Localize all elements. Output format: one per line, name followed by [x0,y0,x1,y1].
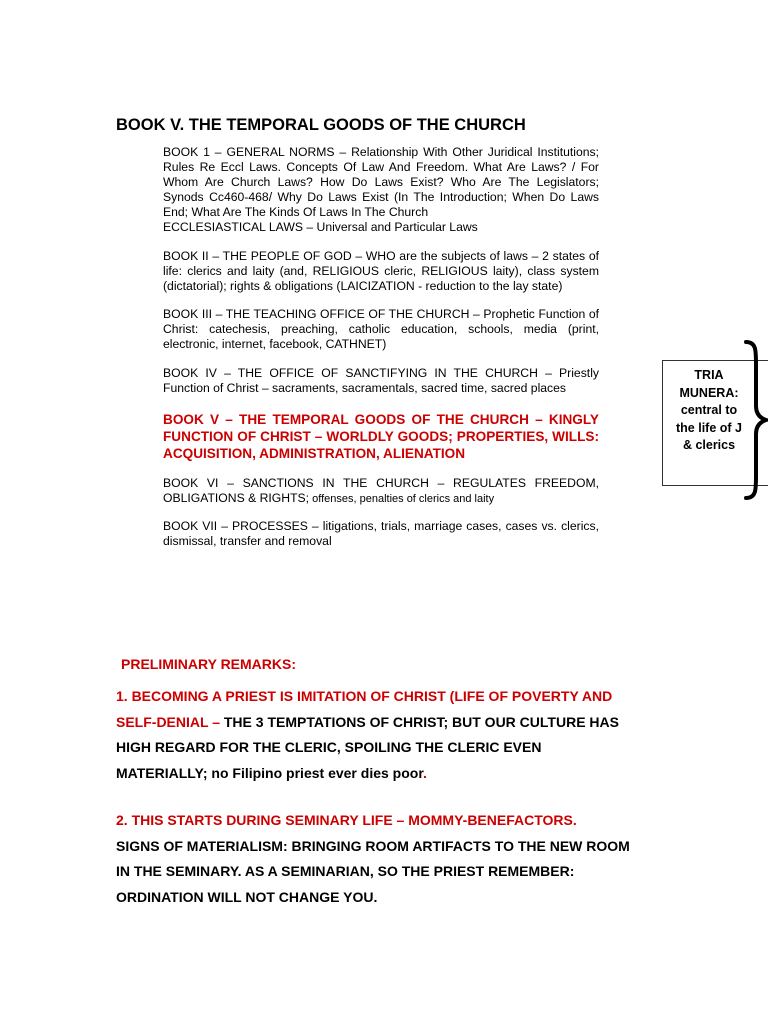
remark-2-black-text: SIGNS OF MATERIALISM: BRINGING ROOM ARTIFACTS TO THE NEW ROOM IN THE SEMINARY. AS A SEMINARIAN, SO THE PRIEST REMEMBER: ORDINATION WILL NOT CHANGE YOU. [116,837,630,905]
remark-1-end: . [423,764,427,781]
sidebox-line-4: the life of J [676,420,742,435]
remark-1-red-text: 1. BECOMING A PRIEST IS IMITATION OF CHRIST (LIFE OF POVERTY AND SELF-DENIAL – [116,688,613,730]
book-list [163,145,599,549]
book-7-description: BOOK VII – PROCESSES – litigations, trials, marriage cases, cases vs. clerics, dismissal, transfer and removal [163,519,599,548]
book-6-description [163,476,599,507]
book-6-tail-text: offenses, penalties of clerics and laity [309,493,495,505]
curly-brace-icon [742,340,768,500]
book-1-description: BOOK 1 – GENERAL NORMS – Relationship With Other Juridical Institutions; Rules Re Eccl Laws. Concepts Of Law And Freedom. What Are Laws? / For Whom Are Church Laws? How Do Laws Exist? Who Are The Legislators; Synods Cc460-468/ Why Do Laws Exist (In The Introduction; When Do Laws End; What Are The Kinds Of Laws In The Church [163,145,599,219]
book-2-description: BOOK II – THE PEOPLE OF GOD – WHO are the subjects of laws – 2 states of life: clerics and laity (and, RELIGIOUS cleric, RELIGIOUS laity), class system (dictatorial); rights & obligations (LAICIZATION - reduction to the lay state) [163,249,599,293]
book-3-description: BOOK III – THE TEACHING OFFICE OF THE CHURCH – Prophetic Function of Christ: catechesis, preaching, catholic education, schools, media (print, electronic, internet, facebook, CATHNET) [163,307,599,351]
sidebox-line-1: TRIA [694,368,724,382]
book-6-main-text: BOOK VI – SANCTIONS IN THE CHURCH – REGULATES FREEDOM, OBLIGATIONS & RIGHTS; [163,476,599,505]
book-4-description: BOOK IV – THE OFFICE OF SANCTIFYING IN THE CHURCH – Priestly Function of Christ – sacraments, sacramentals, sacred time, sacred places [163,366,599,395]
remark-2-red-text: 2. THIS STARTS DURING SEMINARY LIFE – MOMMY-BENEFACTORS. [116,812,577,828]
remarks-heading: PRELIMINARY REMARKS: [121,656,297,672]
sidebox-line-3: central to [680,403,738,417]
page-title: BOOK V. THE TEMPORAL GOODS OF THE CHURCH [116,116,526,134]
remark-1-black-text: THE 3 TEMPTATIONS OF CHRIST; BUT OUR CULTURE HAS HIGH REGARD FOR THE CLERIC, SPOILING THE CLERIC EVEN MATERIALLY; no Filipino priest ever dies poor [116,713,619,781]
preliminary-remarks [116,654,636,910]
sidebox-line-2: MUNERA: [679,385,739,400]
book-5-description: BOOK V – THE TEMPORAL GOODS OF THE CHURCH – KINGLY FUNCTION OF CHRIST – WORLDLY GOODS; PROPERTIES, WILLS: ACQUISITION, ADMINISTRATION, ALIENATION [163,412,599,461]
remark-1 [116,684,636,786]
ecclesiastical-laws-line: ECCLESIASTICAL LAWS – Universal and Particular Laws [163,220,478,234]
sidebox-line-5: & clerics [682,438,736,452]
remark-2 [116,808,636,910]
